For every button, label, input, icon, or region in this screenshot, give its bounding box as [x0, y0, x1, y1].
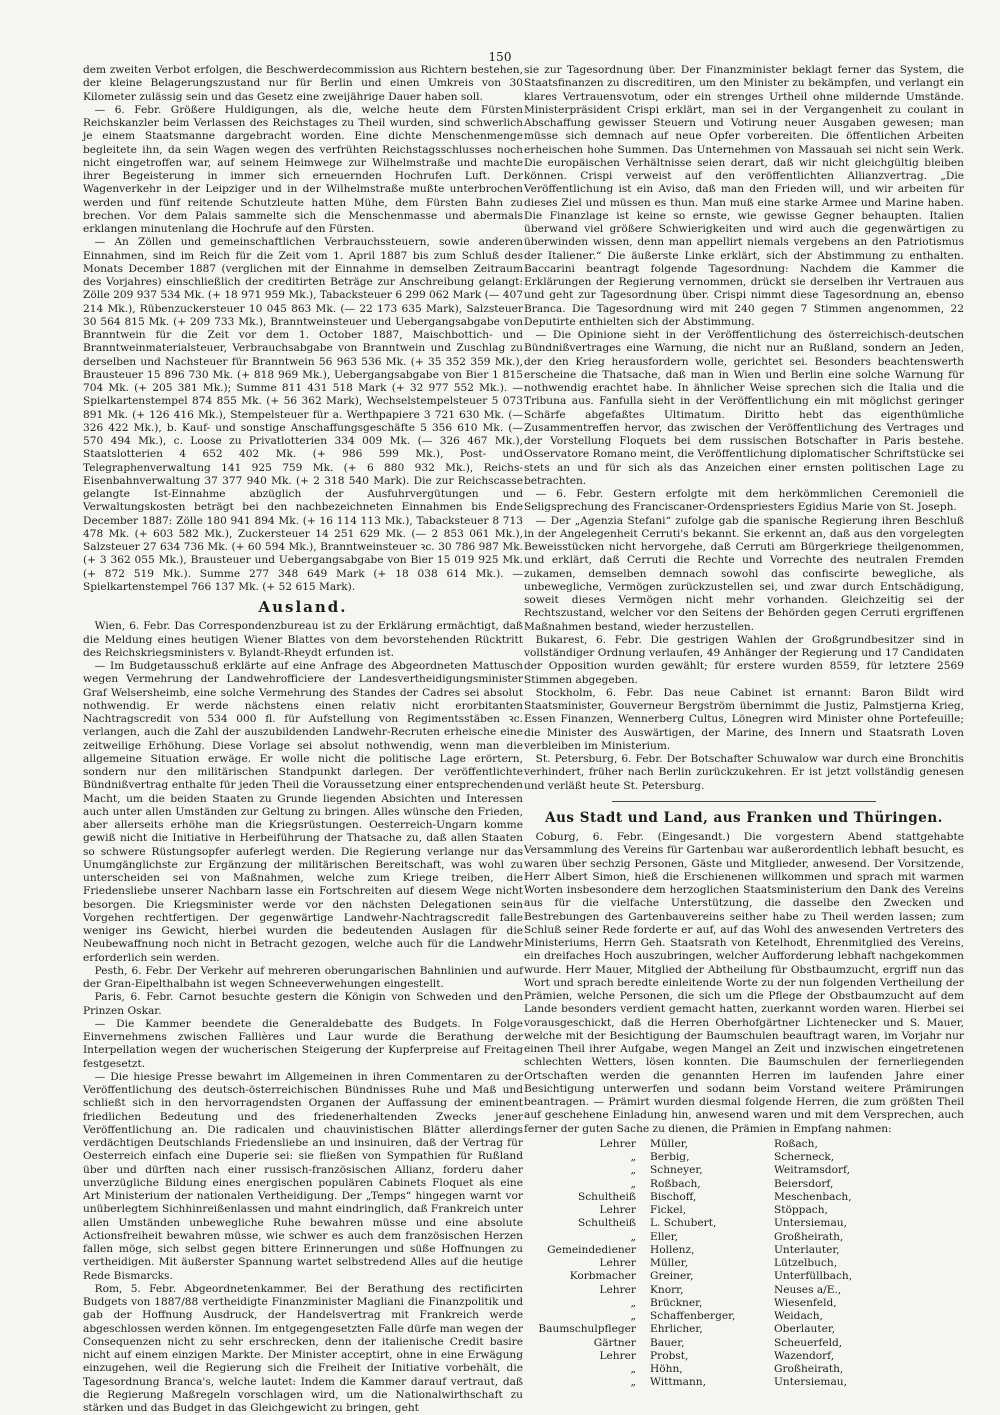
prize-role: Schultheiß: [577, 1217, 636, 1230]
page-number: 150: [488, 50, 512, 64]
prize-name: Hollenz,: [650, 1243, 695, 1256]
prize-name: Ehrlicher,: [650, 1323, 703, 1336]
prize-role: „: [630, 1164, 636, 1177]
prize-name: Berbig,: [650, 1151, 690, 1163]
prize-role: „: [630, 1177, 636, 1190]
list-item: [524, 1363, 964, 1376]
list-item: [524, 1191, 964, 1204]
article-paragraph: — An Zöllen und gemeinschaftlichen Verbrauchssteuern, sowie anderen Einnahmen, sind im Reich für die Zeit vom 1. April 1887 bis zum Schluß des Monats December 1887 (verglichen mit der Einnahme in demselben Zeitraum des Vorjahres) einschließlich der creditirten Beträge zur Anschreibung gelangt: Zölle 209 937 534 Mk. (+ 18 971 959 Mk.), Tabacksteuer 6 299 062 Mark (— 407 214 Mk.), Rübenzuckersteuer 10 045 863 Mk. (— 22 173 635 Mark), Salzsteuer 30 564 815 Mk. (+ 209 733 Mk.), Branntweinsteuer und Uebergangsabgabe von Branntwein für die Zeit vor dem 1. October 1887, Maischbottich- und Branntweinmaterialsteuer, Verbrauchsabgabe von Branntwein und Zuschlag zu derselben und Nachsteuer für Branntwein 56 963 536 Mk. (+ 35 352 359 Mk.), Brausteuer 15 896 730 Mk. (+ 818 969 Mk.), Uebergangsabgabe von Bier 1 815 704 Mk. (+ 205 381 Mk.); Summe 811 431 518 Mark (+ 32 977 552 Mk.). — Spielkartenstempel 874 855 Mk. (+ 56 362 Mark), Wechselstempelsteuer 5 073 891 Mk. (+ 126 416 Mk.), Stempelsteuer für a. Werthpapiere 3 721 630 Mk. (— 326 422 Mk.), b. Kauf- und sonstige Anschaffungsgeschäfte 5 356 610 Mk. (— 570 494 Mk.), c. Loose zu Privatlotterien 334 009 Mk. (— 326 467 Mk.), Staatslotterien 4 652 402 Mk. (+ 986 599 Mk.), Post- und Telegraphenverwaltung 141 925 759 Mk. (+ 6 880 932 Mk.), Reichs-Eisenbahnverwaltung 37 377 940 Mk. (+ 2 318 540 Mark). Die zur Reichscasse gelangte Ist-Einnahme abzüglich der Ausfuhrvergütungen und Verwaltungskosten beträgt bei den nachbezeichneten Einnahmen bis Ende December 1887: Zölle 180 941 894 Mk. (+ 16 114 113 Mk.), Tabacksteuer 8 713 478 Mk. (+ 603 582 Mk.), Zuckersteuer 14 251 629 Mk. (— 2 853 061 Mk.), Salzsteuer 27 634 736 Mk. (+ 60 594 Mk.), Branntweinsteuer ꝛc. 30 786 987 Mk. (+ 3 362 055 Mk.), Brausteuer und Uebergangsabgabe von Bier 15 019 925 Mk. (+ 872 519 Mk.). Summe 277 348 649 Mark (+ 18 038 614 Mk.). — Spielkartenstempel 766 137 Mk. (+ 52 615 Mark).: [83, 236, 523, 593]
list-item: [524, 1284, 964, 1297]
prize-place: Lützelbuch,: [774, 1257, 838, 1269]
list-item: [524, 1178, 964, 1191]
article-paragraph: Stockholm, 6. Febr. Das neue Cabinet ist ernannt: Baron Bildt wird Staatsminister, Gouverneur Bergström übernimmt die Justiz, Palmstjerna Krieg, Essen Finanzen, Wennerberg Cultus, Lönegren wird Minister ohne Portefeuille; die Minister des Auswärtigen, der Marine, des Innern und Staatsrath Loven verbleiben im Ministerium.: [524, 686, 964, 752]
prize-name: Bischoff,: [650, 1190, 697, 1203]
prize-place: Wiesenfeld,: [774, 1296, 837, 1309]
prize-place: Untersiemau,: [774, 1217, 847, 1230]
list-item: [524, 1164, 964, 1177]
prize-name: Höhn,: [650, 1363, 683, 1375]
list-item: [524, 1244, 964, 1257]
list-item: [524, 1310, 964, 1323]
list-item: [524, 1323, 964, 1336]
prize-role: „: [630, 1296, 636, 1309]
list-item: [524, 1151, 964, 1164]
section-divider: [612, 801, 876, 802]
list-item: [524, 1204, 964, 1217]
prize-role: „: [630, 1376, 636, 1389]
prize-role: Lehrer: [599, 1349, 636, 1362]
article-paragraph: dem zweiten Verbot erfolgen, die Beschwerdecommission aus Richtern bestehen, der kleine Belagerungszustand nur für Berlin und einen Umkreis von 30 Kilometer zulässig sein und das Gesetz eine zweijährige Dauer haben soll.: [83, 64, 523, 103]
prize-place: Großheirath,: [774, 1363, 844, 1375]
prize-list: [524, 1138, 964, 1390]
article-paragraph: — Die Opinione sieht in der Veröffentlichung des österreichisch-deutschen Bündnißvertrages eine Warnung, die nicht nur an Rußland, sondern an Jeden, der den Krieg herausfordern wolle, gerichtet sei. Besonders beachtenswerth erscheine die Thatsache, daß man in Wien und Berlin eine solche Warnung für nothwendig erachtet habe. In ähnlicher Weise sprechen sich die Italia und die Tribuna aus. Fanfulla sieht in der Veröffentlichung ein mit möglichst geringer Schärfe abgefaßtes Ultimatum. Diritto hebt das eigenthümliche Zusammentreffen hervor, das zwischen der Veröffentlichung des Vertrages und der Vorstellung Floquets bei dem russischen Botschafter in Paris bestehe. Osservatore Romano meint, die Veröffentlichung diplomatischer Schriftstücke sei stets an und für sich als das Anzeichen einer ernsten politischen Lage zu betrachten.: [524, 329, 964, 487]
left-column: [83, 64, 523, 1415]
prize-place: Roßach,: [774, 1137, 818, 1150]
prize-place: Wazendorf,: [774, 1349, 835, 1362]
article-paragraph: Wien, 6. Febr. Das Correspondenzbureau ist zu der Erklärung ermächtigt, daß die Meldung eines heutigen Wiener Blattes von dem bevorstehenden Rücktritt des Reichskriegsministers v. Bylandt-Rheydt erfunden ist.: [83, 620, 523, 659]
prize-name: Schneyer,: [650, 1164, 703, 1177]
article-paragraph: — Die hiesige Presse bewahrt im Allgemeinen in ihren Commentaren zu der Veröffentlichung des deutsch-österreichischen Bündnisses Ruhe und Maß und schließt sich in den hervorragendsten Organen der Auffassung der eminent friedlichen Bedeutung und des friedenerhaltenden Zwecks jener Veröffentlichung an. Die radicalen und chauvinistischen Blätter allerdings verdächtigen Deutschlands Friedensliebe an und insinuiren, daß der Vertrag für Oesterreich einfach eine Duperie sei: sie fließen von Sympathien für Rußland über und dürften nach einer russisch-französischen Allianz, forderu daher unverzügliche Bildung eines energischen populären Cabinets Floquet als eine Art Ministerium der nationalen Vertheidigung. Der „Temps“ hingegen warnt vor unüberlegtem Sichhinreißenlassen und mahnt eindringlich, daß Frankreich unter allen Umständen unbewegliche Ruhe bewahren müsse und eine absolute Actionsfreiheit bewahren müsse, wie schwer es auch dem französischen Herzen fallen möge, sich selbst gegen bittere Erinnerungen und süße Hoffnungen zu vertheidigen. Mit äußerster Spannung wartet selbstredend Alles auf die heutige Rede Bismarcks.: [83, 1070, 523, 1282]
prize-name: Müller,: [650, 1257, 688, 1269]
prize-place: Meschenbach,: [774, 1190, 852, 1203]
article-paragraph: — Im Budgetausschuß erklärte auf eine Anfrage des Abgeordneten Mattusch wegen Vermehrung der Landwehrofficiere der Landesvertheidigungsminister Graf Welsersheimb, eine solche Vermehrung des Standes der Cadres sei absolut nothwendig. Er werde nächstens einen relativ nicht erorbitanten Nachtragscredit von 534 000 fl. für Aufstellung von Regimentsstäben ꝛc. verlangen, auch die Zahl der auszubildenden Landwehr-Recruten erheische eine zeitweilige Erhöhung. Diese Vorlage sei absolut nothwendig, wenn man die allgemeine Situation erwäge. Er wolle nicht die politische Lage erörtern, sondern nur den militärischen Standpunkt darlegen. Der veröffentlichte Bündnißvertrag enthalte für jeden Theil die Voraussetzung einer entsprechenden Macht, um die beiden Staaten zu Grunde liegenden Absichten und Interessen auch unter allen Umständen zur Geltung zu bringen. Alles wünsche den Frieden, aber allerseits erhöhe man die Kriegsrüstungen. Oesterreich-Ungarn komme gewiß nicht die Initiative in Herbeiführung der Thatsache zu, daß allen Staaten so schwere Rüstungsopfer auferlegt werden. Die Regierung verlange nur das Unumgänglichste zur Ergänzung der militärischen Bereitschaft, was wohl zu unterscheiden sei von Maßnahmen, welche zum Kriege treiben, die Friedensliebe unserer Nachbarn lasse ein Fortschreiten auf diesem Wege nicht besorgen. Die Kriegsminister werde vor den nächsten Delegationen sein Vorgehen rechtfertigen. Der gegenwärtige Landwehr-Nachtragscredit falle weniger ins Gewicht, hierbei wurden die bedeutenden Auslagen für die Neubewaffnung noch nicht in Betracht gezogen, welche auch für die Landwehr erforderlich sein werden.: [83, 660, 523, 964]
prize-name: Bauer,: [650, 1336, 685, 1349]
prize-place: Untersiemau,: [774, 1376, 847, 1389]
prize-role: Gemeindediener: [547, 1243, 636, 1256]
prize-role: Korbmacher: [569, 1270, 636, 1283]
prize-role: „: [630, 1151, 636, 1163]
article-paragraph: — Die Kammer beendete die Generaldebatte des Budgets. In Folge Einvernehmens zwischen Fallières und Laur wurde die Berathung der Interpellation wegen der wucherischen Steigerung der Kupferpreise auf Freitag festgesetzt.: [83, 1017, 523, 1070]
list-item: [524, 1297, 964, 1310]
prize-name: Brückner,: [650, 1296, 703, 1309]
prize-name: Müller,: [650, 1137, 688, 1150]
prize-name: Eller,: [650, 1230, 679, 1243]
prize-name: Fickel,: [650, 1204, 687, 1216]
list-item: [524, 1217, 964, 1230]
section-heading-ausland: Ausland.: [258, 598, 348, 616]
section-heading-regional: Aus Stadt und Land, aus Franken und Thüringen.: [545, 809, 943, 826]
list-item: [524, 1257, 964, 1270]
prize-role: „: [630, 1363, 636, 1375]
prize-place: Unterlauter,: [774, 1243, 840, 1256]
list-item: [524, 1337, 964, 1350]
article-paragraph: Rom, 5. Febr. Abgeordnetenkammer. Bei der Berathung des rectificirten Budgets von 1887/88 vertheidigte Finanzminister Magliani die Finanzpolitik und gab der Hoffnung Ausdruck, der Handelsvertrag mit Frankreich werde abgeschlossen werden können. Im entgegengesetzten Falle dürfe man wegen der Consequenzen nicht zu sehr erschrecken, denn der italienische Credit basire nicht auf einem einzigen Markte. Der Minister acceptirt, ohne in eine Erwägung einzugehen, weil die Regierung sich die Freiheit der Initiative vorbehält, die Tagesordnung Branca's, welche lautet: Indem die Kammer darauf vertraut, daß die Regierung Maßregeln vorschlagen wird, um die Nationalwirthschaft zu stärken und das Budget in das Gleichgewicht zu bringen, geht: [83, 1282, 523, 1414]
prize-role: Lehrer: [599, 1137, 636, 1150]
list-item: [524, 1270, 964, 1283]
prize-place: Unterfüllbach,: [774, 1270, 853, 1283]
prize-name: Roßbach,: [650, 1177, 701, 1190]
article-paragraph: sie zur Tagesordnung über. Der Finanzminister beklagt ferner das System, die Staatsfinanzen zu discreditiren, um den Minister zu bekämpfen, und verlangt ein klares Vertrauensvotum, oder ein strenges Urtheil ohne mildernde Umstände. Ministerpräsident Crispi erklärt, man sei in der Vergangenheit zu coulant in Abschaffung gewisser Steuern und Votirung neuer Ausgaben gewesen; man müsse sich demnach auf neue Opfer vorbereiten. Die öffentlichen Arbeiten erheischen hohe Summen. Das Unternehmen von Massauah sei nicht sein Werk. Die europäischen Verhältnisse seien derart, daß wir nicht gleichgültig bleiben können. Crispi verweist auf den veröffentlichten Allianzvertrag. „Die Veröffentlichung ist ein Aviso, daß man den Frieden will, und wir arbeiten für dieses Ziel und müssen es thun. Man muß eine starke Armee und Marine haben. Die Finanzlage ist keine so ernste, wie gewisse Gegner behaupten. Italien überwand viel größere Schwierigkeiten und wird auch die gegenwärtigen zu überwinden wissen, denn man appellirt niemals vergebens an den Patriotismus der Italiener.“ Die äußerste Linke erklärt, sich der Abstimmung zu enthalten. Baccarini beantragt folgende Tagesordnung: Nachdem die Kammer die Erklärungen der Regierung vernommen, drückt sie derselben ihr Vertrauen aus und geht zur Tagesordnung über. Crispi nimmt diese Tagesordnung an, ebenso Branca. Die Tagesordnung wird mit 240 gegen 7 Stimmen angenommen, 22 Deputirte enthielten sich der Abstimmung.: [524, 64, 964, 328]
prize-role: Gärtner: [593, 1336, 636, 1349]
article-paragraph: — 6. Febr. Größere Huldigungen, als die, welche heute dem Fürsten Reichskanzler beim Verlassen des Reichstages zu Theil wurden, sind schwerlich je einem Staatsmanne dargebracht worden. Eine dichte Menschenmenge begleitete ihn, da sein Wagen wegen des verfrühten Reichstagsschlusses noch nicht eingetroffen war, auf seinem Heimwege zur Wilhelmstraße und machte ihrer Begeisterung in immer sich erneuernden Hochrufen Luft. Der Wagenverkehr in der Leipziger und in der Wilhelmstraße mußte unterbrochen werden und fünf reitende Schutzleute hatten Mühe, dem Fürsten Bahn zu brechen. Vor dem Palais sammelte sich die Menschenmasse und abermals erklangen minutenlang die Hochrufe auf den Fürsten.: [83, 103, 523, 235]
prize-name: L. Schubert,: [650, 1217, 717, 1230]
article-paragraph: Pesth, 6. Febr. Der Verkehr auf mehreren oberungarischen Bahnlinien und auf der Gran-Eipelthalbahn ist wegen Schneeverwehungen eingestellt.: [83, 964, 523, 990]
prize-role: Lehrer: [599, 1257, 636, 1269]
article-paragraph: Paris, 6. Febr. Carnot besuchte gestern die Königin von Schweden und den Prinzen Oskar.: [83, 991, 523, 1017]
list-item: [524, 1350, 964, 1363]
prize-role: Lehrer: [599, 1204, 636, 1216]
article-paragraph: St. Petersburg, 6. Febr. Der Botschafter Schuwalow war durch eine Bronchitis verhindert, früher nach Berlin zurückzukehren. Er ist jetzt vollständig genesen und verläßt heute St. Petersburg.: [524, 753, 964, 792]
list-item: [524, 1376, 964, 1389]
prize-name: Greiner,: [650, 1270, 694, 1283]
article-paragraph: — 6. Febr. Gestern erfolgte mit dem herkömmlichen Ceremoniell die Seligsprechung des Franciscaner-Ordenspriesters Egidius Marie von St. Joseph.: [524, 488, 964, 514]
list-item: [524, 1138, 964, 1151]
prize-role: „: [630, 1310, 636, 1322]
prize-place: Neuses a/E.,: [774, 1283, 842, 1296]
prize-place: Stöppach,: [774, 1204, 828, 1216]
prize-place: Großheirath,: [774, 1230, 844, 1243]
prize-name: Schaffenberger,: [650, 1310, 736, 1322]
prize-place: Beiersdorf,: [774, 1177, 834, 1190]
prize-place: Scherneck,: [774, 1151, 835, 1163]
article-paragraph: Bukarest, 6. Febr. Die gestrigen Wahlen der Großgrundbesitzer sind in vollständiger Ordnung verlaufen, 49 Anhänger der Regierung und 17 Candidaten der Opposition wurden gewählt; für erstere wurden 8559, für letztere 2569 Stimmen abgegeben.: [524, 633, 964, 686]
prize-role: Baumschulpfleger: [538, 1323, 636, 1336]
prize-role: „: [630, 1230, 636, 1243]
list-item: [524, 1231, 964, 1244]
prize-role: Lehrer: [599, 1283, 636, 1296]
prize-place: Weitramsdorf,: [774, 1164, 850, 1177]
prize-name: Probst,: [650, 1349, 689, 1362]
article-paragraph: Coburg, 6. Febr. (Eingesandt.) Die vorgestern Abend stattgehabte Versammlung des Vereins für Gartenbau war außerordentlich lebhaft besucht, es waren über sechzig Personen, Gäste und Mitglieder, anwesend. Der Vorsitzende, Herr Albert Simon, hieß die Erschienenen willkommen und sprach mit warmen Worten insbesondere dem herzoglichen Staatsministerium den Dank des Vereins aus für die vielfache Unterstützung, die dasselbe den Zwecken und Bestrebungen des Gartenbauvereins seither habe zu Theil werden lassen; zum Schluß seiner Rede forderte er auf, auf das Wohl des anwesenden Vertreters des Ministeriums, Herrn Geh. Staatsrath von Ketelhodt, Ehrenmitglied des Vereins, ein dreifaches Hoch auszubringen, welcher Aufforderung lebhaft nachgekommen wurde. Herr Mauer, Mitglied der Abtheilung für Obstbaumzucht, ergriff nun das Wort und sprach beredte einleitende Worte zu der nun folgenden Vertheilung der Prämien, welche Personen, die sich um die Pflege der Obstbaumzucht auf dem Lande besonders verdient gemacht hatten, zuerkannt worden waren. Hierbei sei vorausgeschickt, daß die Herren Oberhofgärtner Lichtenecker und S. Mauer, welche mit der Besichtigung der Baumschulen beauftragt waren, im Vorjahr nur einen Theil ihrer Aufgabe, wegen Mangel an Zeit und inzwischen eingetretenen schlechten Wetters, lösen konnten. Die Baumschulen der fernerliegenden Ortschaften werden die genannten Herren im laufenden Jahre einer Besichtigung unterwerfen und sodann beim Vorstand weitere Prämirungen beantragen. — Prämirt wurden diesmal folgende Herren, die zum größten Theil auf geschehene Einladung hin, anwesend waren und mit dem Versprechen, auch ferner der guten Sache zu dienen, die Prämien in Empfang nahmen:: [524, 831, 964, 1135]
prize-name: Knorr,: [650, 1283, 684, 1296]
prize-place: Scheuerfeld,: [774, 1336, 843, 1349]
article-paragraph: — Der „Agenzia Stefani“ zufolge gab die spanische Regierung ihren Beschluß in der Angelegenheit Cerruti's bekannt. Sie erkennt an, daß aus den vorgelegten Beweisstücken nicht hervorgehe, daß Cerruti am Bürgerkriege theilgenommen, und erklärt, daß Cerruti die Rechte und Vorrechte des neutralen Fremden zukamen, demselben demnach sowohl das confiscirte bewegliche, als unbewegliche, Vermögen zurückzustellen sei, und zwar durch Entschädigung, soweit dieses Vermögen nicht mehr vorhanden. Gleichzeitig sei der Rechtszustand, welcher vor den Seitens der Behörden gegen Cerruti ergriffenen Maßnahmen bestand, wieder herzustellen.: [524, 514, 964, 633]
prize-place: Oberlauter,: [774, 1323, 836, 1336]
prize-role: Schultheiß: [577, 1190, 636, 1203]
right-column: [524, 64, 964, 1390]
prize-place: Weidach,: [774, 1310, 823, 1322]
prize-name: Wittmann,: [650, 1376, 706, 1389]
